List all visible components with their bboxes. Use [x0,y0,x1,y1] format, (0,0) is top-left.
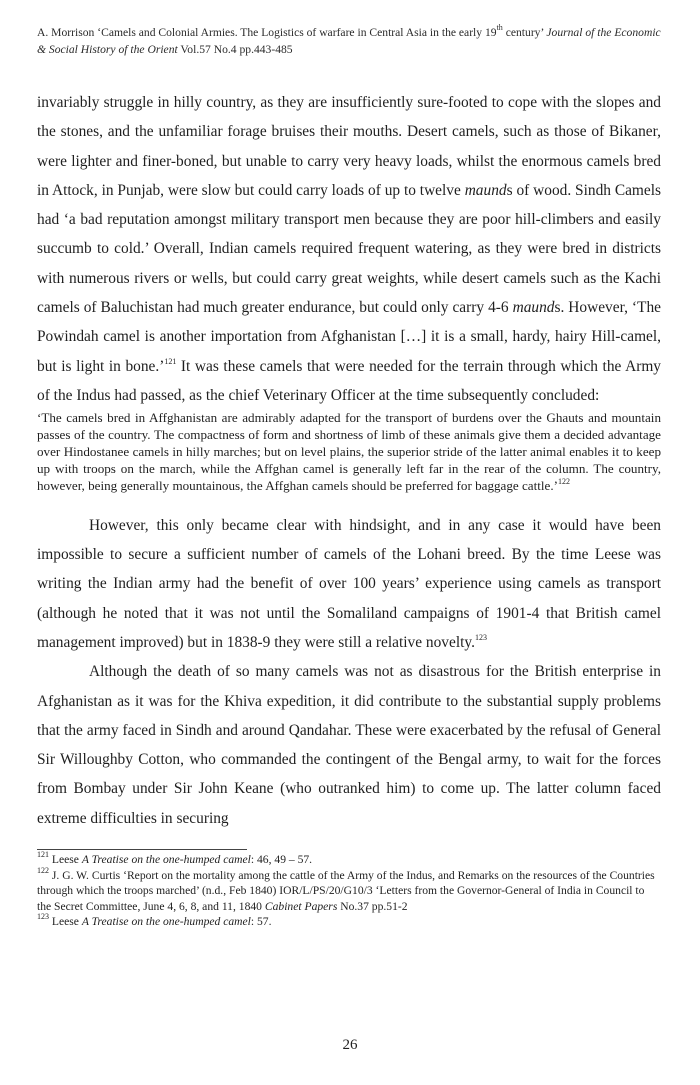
paragraph-3: Although the death of so many camels was not as disastrous for the British enterprise in Afghanistan as it was for the Khiva expedition, it did contribute to the substantial supply problems that the army faced in Sindh and around Qandahar. These were exacerbated by the refusal of General Sir Willoughby Cotton, who commanded the contingent of the Bengal army, to wait for the forces from Bombay under Sir John Keane (who outranked him) to come up. The latter column faced extreme difficulties in securing [37,663,661,827]
paragraph-2: However, this only became clear with hindsight, and in any case it would have been impossible to secure a sufficient number of camels of the Lohani breed. By the time Leese was writing the Indian army had the benefit of over 100 years’ experience using camels as transport (although he noted that it was not until the Somaliland campaigns of 1901-4 that British camel management improved) but in 1838-9 they were still a relative novelty.$^{123}$ [37,516,661,651]
header-superscript: th [496,23,503,33]
footnote-121: $^{121}$ Leese A Treatise on the one-humped camel: 46, 49 – 57. [37,850,313,867]
header-text: A. Morrison ‘Camels and Colonial Armies. The Logistics of warfare in Central Asia in the early 19 [37,26,497,39]
footnote-divider [37,849,247,850]
page [37,24,661,930]
italic-term: maund [464,181,507,199]
footnote-title: A Treatise on the one-humped camel [81,915,251,929]
header-text: century’ [502,26,547,39]
footnote-ref[interactable]: 123 [474,632,487,642]
journal-title: Journal of the [546,26,612,39]
footnote-title: Cabinet Papers [264,899,338,913]
footnote-123: $^{123}$ Leese A Treatise on the one-humped camel: 57. [37,912,272,929]
journal-title: Economic & Social History of the Orient [37,26,661,56]
italic-term: maund [512,299,555,317]
page-number: 26 [342,1037,358,1053]
footnote-ref[interactable]: 121 [164,356,177,366]
footnote-title: A Treatise on the one-humped camel [81,853,251,867]
paragraph-1: invariably struggle in hilly country, as they are insufficiently sure-footed to cope with the slopes and the stones, and the unfamiliar forage bruises their mouths. Desert camels, such as those of Bikaner, were lighter and finer-boned, but unable to carry very heavy loads, whilst the enormous camels bred in Attock, in Punjab, were slow but could carry loads of up to twelve maunds of wood. Sindh Camels had ‘a bad reputation amongst military transport men because they are poor hill-climbers and easily succumb to cold.’ Overall, Indian camels required frequent watering, as they were bred in districts with numerous rivers or wells, but could carry great weights, while desert camels such as the Kachi camels of Baluchistan had much greater endurance, but could only carry 4-6 maunds. However, ‘The Powindah camel is another importation from Afghanistan […] it is a small, hardy, hairy Hill-camel, but is light in bone.’$^{121}$ It was these camels that were needed for the terrain through which the Army of the Indus had passed, as the chief Veterinary Officer at the time subsequently concluded: [37,94,661,404]
footnote-122: $^{122}$ J. G. W. Curtis ‘Report on the mortality among the cattle of the Army of the Indus, and Remarks on the resources of the Countries through which the troops marched’ (n.d., Feb 1840) IOR/L/PS/20/G10/3 ‘Letters from the Governor-General of India in Council to the Secret Committee, June 4, 6, 8, and 11, 1840 Cabinet Papers No.37 pp.51-2 [37,865,655,913]
running-header [37,24,661,58]
header-volume: Vol.57 No.4 pp.443-485 [177,43,293,56]
footnote-ref[interactable]: 122 [557,476,570,486]
block-quote: ‘The camels bred in Affghanistan are admirably adapted for the transport of burdens over the Ghauts and mountain passes of the country. The compactness of form and shortness of limb of these animals give them a decided advantage over Hindostanee camels in hilly marches; but on level plains, the superior stride of the latter animal enables it to keep up with troops on the march, while the Affghan camel is generally left far in the rear of the column. The country, however, being generally mountainous, the Affghan camels should be preferred for baggage cattle.’$^{122}$ [37,410,661,493]
